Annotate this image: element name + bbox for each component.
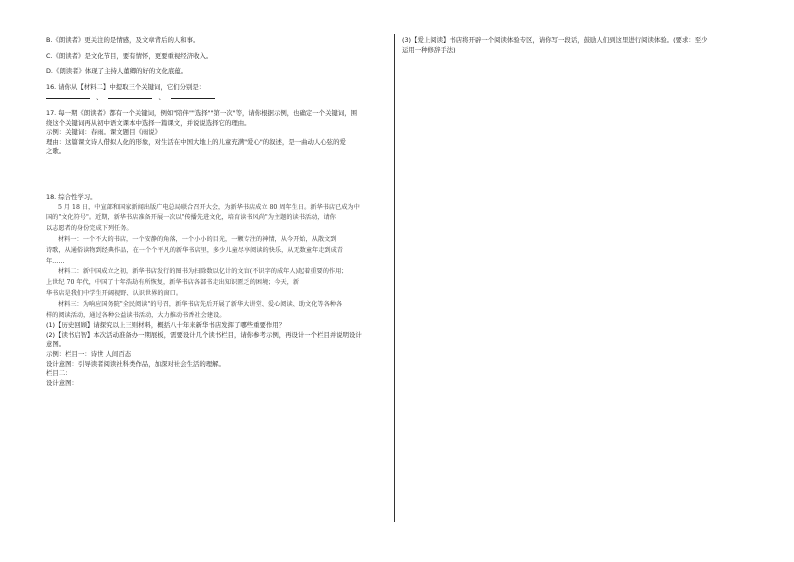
sample-column: 示例：栏目一：诗世 人间百态 (46, 350, 132, 359)
sub-question-2: 意图。 (46, 340, 66, 349)
option-c: C.《朗读者》是文化节目，要有情怀，更要重视经济收入。 (46, 51, 213, 60)
paragraph-line: 以志愿者的身份完成下列任务。 (46, 225, 133, 233)
question-17-example: 示例：关键词：春雨。课文题目《雨说》 (46, 128, 162, 137)
blank-separator: 、 (158, 93, 165, 102)
column-divider (394, 34, 395, 522)
material-three-line: 材料三：为响应国务院"全民阅读"的号召，新华书店先后开展了新华大讲堂、爱心阅读、助文化等各种各 (58, 300, 343, 308)
question-17-line: 绕这个关键词再从初中语文课本中选择一篇课文，并说说选择它的理由。 (46, 118, 251, 127)
left-column (46, 36, 386, 388)
sample-intent: 设计意图：引导读者阅读社科类作品，加深对社会生活的理解。 (46, 359, 225, 368)
material-block (46, 203, 386, 322)
question-17-line: 17. 每一期《朗读者》都有一个关键词，例如"陪伴""选择""第一次"等，请你根据示例，也确定一个关键词，围 (46, 108, 358, 117)
answer-blank-1 (46, 92, 90, 99)
right-column (402, 36, 756, 55)
sub-question-1: (1)【历史回顾】请探究以上三则材料，概括八十年来新华书店发挥了哪些重要作用？ (46, 321, 286, 330)
answer-blank-2 (108, 92, 152, 99)
sub-question-3: (3)【爱上阅读】书店将开辟一个阅读体验专区，请你写一段话，鼓励人们到这里进行阅读体验。(要求：至少 (402, 36, 708, 44)
material-two-line: 华书店是我们中学生开阔视野、认识世界的窗口。 (46, 289, 183, 297)
paragraph-line: 国的"文化符号"。近期，新华书店准备开展一次以"传播先进文化，培育读书风尚"为主题的读书活动，请你 (46, 214, 336, 222)
material-one-line: 诗歌，从通俗读物到经典作品，在一个个平凡的新华书店里，多少儿童尽享阅读的快乐，从无数童年走到成青 (46, 246, 343, 254)
answer-blanks (46, 92, 386, 103)
material-one-line: 材料一：一个不大的书店，一个安静的角落，一个小小的目光，一颗专注的神情，从今开始，从散文到 (58, 235, 337, 243)
intent-two-label: 设计意图： (46, 378, 78, 387)
paragraph-line: 5 月 18 日，中宣部和国家新闻出版广电总局联合召开大会，为新华书店成立 80 周年生日。新华书店已成为中 (58, 203, 360, 211)
sub-question-3: 运用一种修辞手法) (402, 45, 456, 54)
answer-blank-3 (171, 92, 215, 99)
sub-question-2: (2)【读书启智】本次活动准备办一期展板，需要设计几个读书栏目，请你参考示例，再设计一个栏目并说明设计 (46, 330, 362, 339)
option-b: B.《朗读者》更关注的是情感，及文章背后的人和事。 (46, 36, 200, 44)
question-17-reason: 理由：这篇课文诗人借拟人化的形象，对生活在中国大地上的儿童充满"爱心"的叙述，是一曲动人心弦的爱 (46, 137, 346, 146)
material-one-line: 年…… (46, 257, 65, 265)
blank-separator: 、 (96, 93, 103, 102)
column-two-label: 栏目二： (46, 369, 72, 378)
material-two-line: 上世纪 70 年代，中国了十年浩劫有所恢复，新华书店各部书走出知识匮乏的困境；今天，新 (46, 279, 300, 287)
question-18: 18. 综合性学习。 (46, 192, 97, 201)
question-17-reason: 之歌。 (46, 147, 66, 156)
question-16: 16. 请你从【材料二】中提取三个关键词，它们分别是： (46, 82, 206, 91)
material-three-line: 样的阅读活动，通过各种公益读书活动，大力推动书香社会建设。 (46, 311, 226, 319)
material-two-line: 材料二：新中国成立之初，新华书店发行的图书为扫除数以亿计的文盲(不识字的成年人)起着重要的作用； (58, 268, 348, 276)
option-d: D.《朗读者》体现了主持人董卿的好的文化底蕴。 (46, 67, 188, 76)
